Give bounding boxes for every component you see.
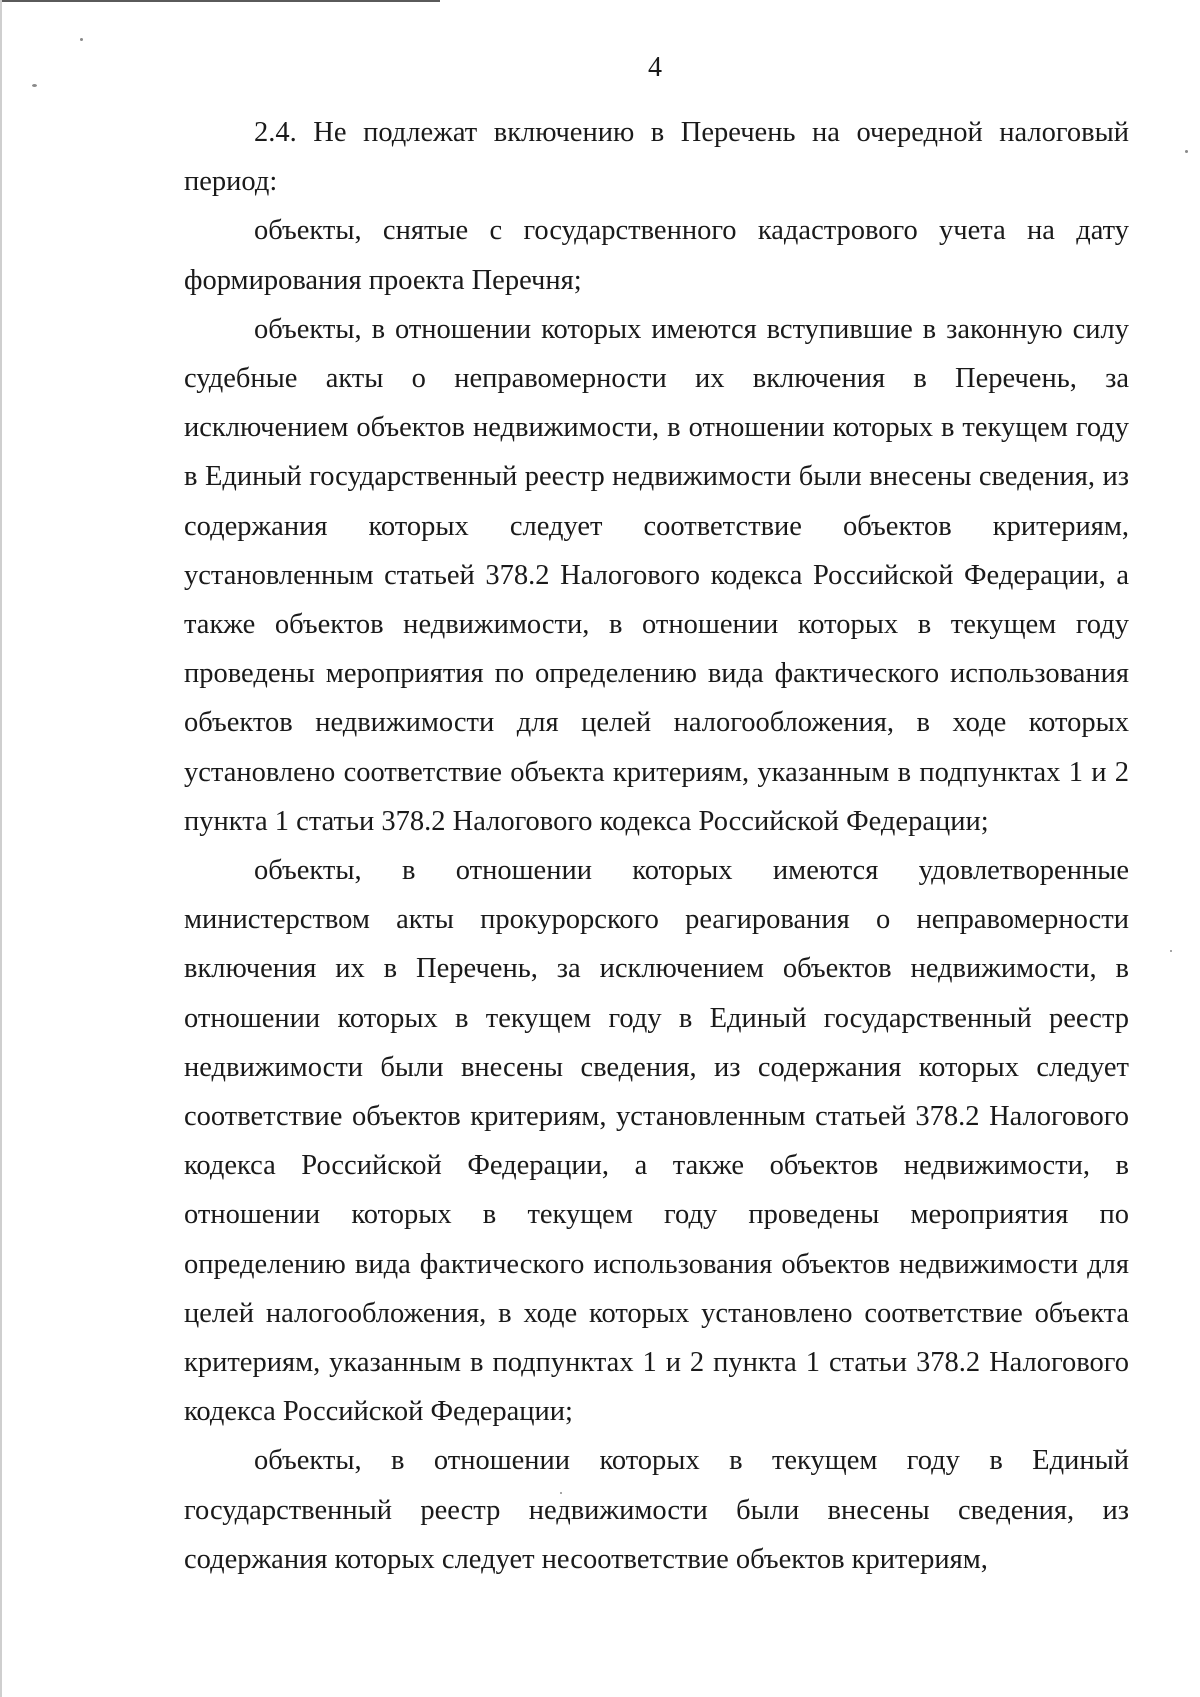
paragraph-section-2-4: 2.4. Не подлежат включению в Перечень на очередной налоговый период: xyxy=(184,117,1129,198)
paragraph-prosecutor-acts: объекты, в отношении которых имеются удовлетворенные министерством акты прокурорского реагирования о неправомерности включения их в Перечень, за исключением объектов недвижимости, в отношении которых в текущем году в Единый государственный реестр недвижимости были внесены сведения, из содержания которых следует соответствие объектов критериям, установленным статьей 378.2 Налогового кодекса Российской Федерации, а также объектов недвижимости, в отношении которых в текущем году проведены мероприятия по определению вида фактического использования объектов недвижимости для целей налогообложения, в ходе которых установлено соответствие объекта критериям, указанным в подпунктах 1 и 2 пункта 1 статьи 378.2 Налогового кодекса Российской Федерации; xyxy=(184,855,1129,1428)
paragraph-deregistered-objects: объекты, снятые с государственного кадастрового учета на дату формирования проекта Перечня; xyxy=(184,215,1129,296)
page-number: 4 xyxy=(648,52,662,83)
scan-speck xyxy=(1185,150,1188,153)
scan-speck xyxy=(80,38,83,41)
paragraph-court-acts: объекты, в отношении которых имеются вступившие в законную силу судебные акты о неправомерности их включения в Перечень, за исключением объектов недвижимости, в отношении которых в текущем году в Единый государственный реестр недвижимости были внесены сведения, из содержания которых следует соответствие объектов критериям, установленным статьей 378.2 Налогового кодекса Российской Федерации, а также объектов недвижимости, в отношении которых в текущем году проведены мероприятия по определению вида фактического использования объектов недвижимости для целей налогообложения, в ходе которых установлено соответствие объекта критериям, указанным в подпунктах 1 и 2 пункта 1 статьи 378.2 Налогового кодекса Российской Федерации; xyxy=(184,313,1129,837)
scan-top-edge xyxy=(0,0,440,2)
document-body xyxy=(184,108,1129,1584)
scan-speck xyxy=(32,84,37,87)
paragraph-registry-inconsistency: объекты, в отношении которых в текущем году в Единый государственный реестр недвижимости были внесены сведения, из содержания которых следует несоответствие объектов критериям, xyxy=(184,1445,1129,1575)
scan-left-edge xyxy=(0,0,2,1697)
scan-speck xyxy=(1170,950,1172,952)
